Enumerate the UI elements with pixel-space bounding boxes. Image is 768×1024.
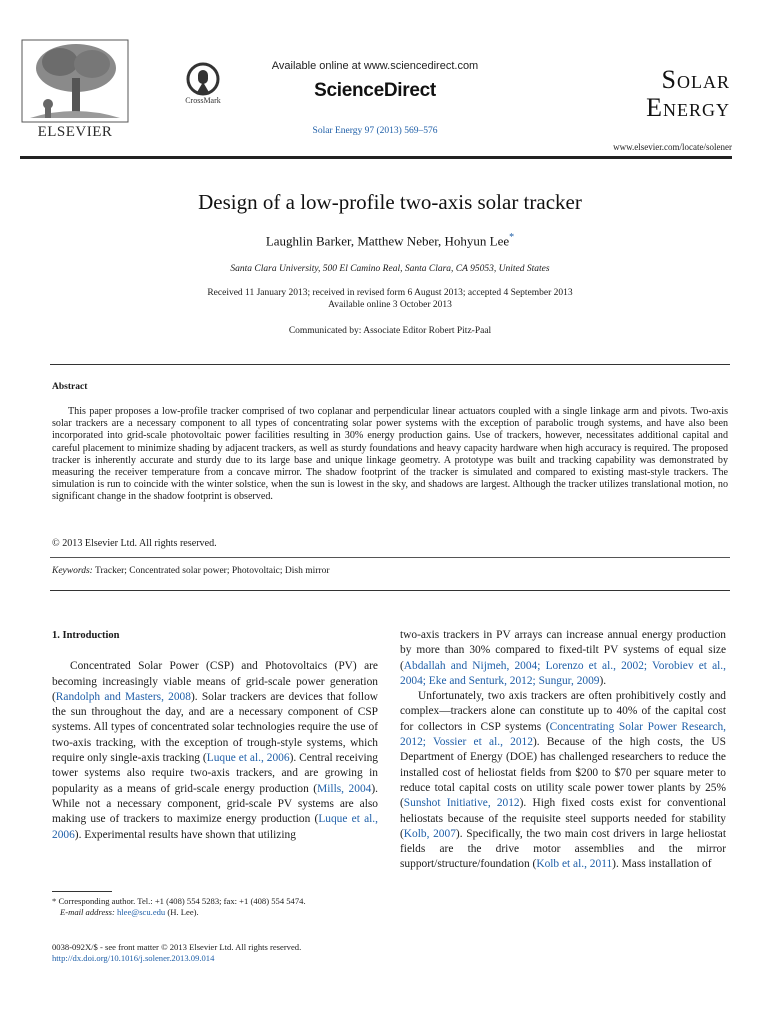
- available-online-text: Available online at www.sciencedirect.com: [271, 60, 479, 72]
- text-run: Concentrated Solar Power (CSP) and Photovoltaics (PV) are becoming increasingly viable means of grid-scale power generation (: [52, 660, 378, 703]
- section-heading-introduction: 1. Introduction: [52, 630, 120, 641]
- intro-paragraph-2: [400, 689, 726, 873]
- citation-link[interactable]: Kolb, 2007: [403, 827, 456, 840]
- keywords-label: Keywords:: [52, 566, 93, 576]
- email-label: E-mail address:: [60, 907, 115, 917]
- intro-paragraph-1: [52, 659, 378, 843]
- keywords-list: Tracker; Concentrated solar power; Photovoltaic; Dish mirror: [95, 566, 330, 576]
- abstract-copyright: © 2013 Elsevier Ltd. All rights reserved.: [52, 538, 217, 549]
- citation-link[interactable]: Concentrating Solar Power Research, 2012; Vossier et al., 2012: [400, 720, 727, 749]
- article-title: Design of a low-profile two-axis solar tracker: [198, 190, 582, 214]
- footnote-line: [52, 896, 382, 907]
- footnote-marker: *: [52, 896, 57, 906]
- header-rule: [20, 156, 732, 159]
- abstract-heading: Abstract: [52, 382, 88, 392]
- journal-title-line1: Solar: [661, 65, 730, 94]
- text-run: ). Because of the high costs, the US Department of Energy (DOE) has challenged researchers to reduce the installed cost of heliostat fields from $200 to $70 per square meter to reduce total capital costs on utility scale power tower plants by 25% (: [400, 736, 726, 810]
- front-matter: [52, 942, 412, 964]
- footnote-text: Corresponding author. Tel.: +1 (408) 554 5283; fax: +1 (408) 554 5474.: [58, 896, 306, 906]
- journal-reference-link[interactable]: Solar Energy 97 (2013) 569–576: [312, 126, 438, 136]
- corresponding-author-footnote: [52, 896, 382, 918]
- text-run: Unfortunately, two axis trackers are often prohibitively costly and complex—trackers alone can constitute up to 40% of the capital cost for collectors in CSP systems (: [400, 690, 726, 733]
- citation-link[interactable]: Randolph and Masters, 2008: [55, 690, 191, 703]
- journal-url[interactable]: www.elsevier.com/locate/solener: [613, 142, 732, 152]
- crossmark-label: CrossMark: [185, 96, 221, 105]
- issn-line: 0038-092X/$ - see front matter © 2013 Elsevier Ltd. All rights reserved.: [52, 942, 302, 952]
- citation-link[interactable]: Luque et al., 2006: [206, 752, 290, 765]
- intro-paragraph-1-continued: [400, 628, 726, 689]
- text-run: ). Central receiving tower systems also require two-axis trackers, and are growing in popularity as a means of grid-scale energy production (: [52, 752, 379, 795]
- citation-link[interactable]: Luque et al., 2006: [52, 813, 378, 841]
- email-link[interactable]: hlee@scu.edu: [116, 907, 166, 917]
- citation-link[interactable]: Sunshot Initiative, 2012: [403, 797, 520, 810]
- article-authors: [20, 232, 760, 249]
- footnote-email-line: [52, 907, 382, 918]
- divider: [50, 364, 730, 365]
- right-column: [400, 628, 726, 873]
- text-run: ). High fixed costs exist for conventional heliostats because of the requisite steel supports needed for stability (: [400, 797, 726, 840]
- journal-title: [600, 66, 730, 122]
- received-dates: Received 11 January 2013; received in revised form 6 August 2013; accepted 4 September 2013: [207, 288, 573, 298]
- text-run: ). Mass installation of: [612, 858, 712, 871]
- text-run: ).: [599, 674, 607, 687]
- text-run: two-axis trackers in PV arrays can increase annual energy production by more than 30% compared to fixed-tilt PV systems of equal size (: [400, 629, 726, 672]
- abstract-body: This paper proposes a low-profile tracker comprised of two coplanar and perpendicular linear actuators coupled with a single linkage arm and pivots. Two-axis solar trackers are a necessary component to all types of concentrating solar power systems with the exception of parabolic trough systems, and have also been incorporated into grid-scale photovoltaic power facilities resulting in 30% energy production gains. Use of trackers, however, necessitates additional capital and careful placement to minimize shading by adjacent trackers, as well as sturdy foundations and heavy capacity hardware when high accuracy is required. The proposed tracker is inherently accurate and sturdy due to its large base and unique linkage geometry. A prototype was built and tracking capability was demonstrated by measuring the receiver temperature from a concave mirror. The shadow footprint of the tracker is simulated and compared to existing mast-style trackers. The simulation is run to coincide with the winter solstice, when the sun is lowest in the sky, and shadows are largest. Although the tracker utilizes translational motion, no significant change in the shadow footprint is observed.: [52, 406, 728, 503]
- citation-link[interactable]: Abdallah and Nijmeh, 2004; Lorenzo et al., 2002; Vorobiev et al., 2004; Eke and Senturk, 2012; Sungur, 2009: [400, 659, 726, 687]
- author-affiliation: Santa Clara University, 500 El Camino Real, Santa Clara, CA 95053, United States: [230, 264, 550, 274]
- doi-link[interactable]: http://dx.doi.org/10.1016/j.solener.2013.09.014: [52, 953, 215, 963]
- email-suffix: (H. Lee).: [167, 907, 199, 917]
- text-run: ). Experimental results have shown that utilizing: [74, 828, 296, 841]
- text-run: ). While not a necessary component, grid-scale PV systems are also making use of trackers to maximize energy production (: [52, 782, 378, 826]
- corresponding-author-marker[interactable]: *: [509, 232, 515, 243]
- citation-link[interactable]: Kolb et al., 2011: [536, 858, 613, 871]
- article-history: [20, 287, 760, 311]
- footnote-rule: [52, 891, 112, 892]
- divider: [50, 590, 730, 591]
- text-run: ). Specifically, the two main cost drivers in large heliostat fields are the drive motor assemblies and the mirror support/structure/foundation (: [400, 827, 727, 871]
- divider: [50, 557, 730, 558]
- authors-list: Laughlin Barker, Matthew Neber, Hohyun Lee: [265, 233, 510, 249]
- journal-title-line2: Energy: [646, 93, 730, 122]
- keywords: [52, 566, 330, 576]
- text-run: ). Solar trackers are devices that follow the sun throughout the day, and are a necessary component of CSP systems. All types of concentrated solar technologies require the use of two-axis tracking, with the exception of trough-style systems, which require only single-axis tracking (: [52, 690, 378, 765]
- left-column: [52, 628, 378, 843]
- available-online-date: Available online 3 October 2013: [328, 300, 452, 310]
- sciencedirect-logo[interactable]: ScienceDirect: [314, 80, 436, 101]
- citation-link[interactable]: Mills, 2004: [317, 782, 372, 795]
- publisher-wordmark: ELSEVIER: [37, 124, 113, 140]
- communicated-by: Communicated by: Associate Editor Robert Pitz-Paal: [288, 326, 492, 336]
